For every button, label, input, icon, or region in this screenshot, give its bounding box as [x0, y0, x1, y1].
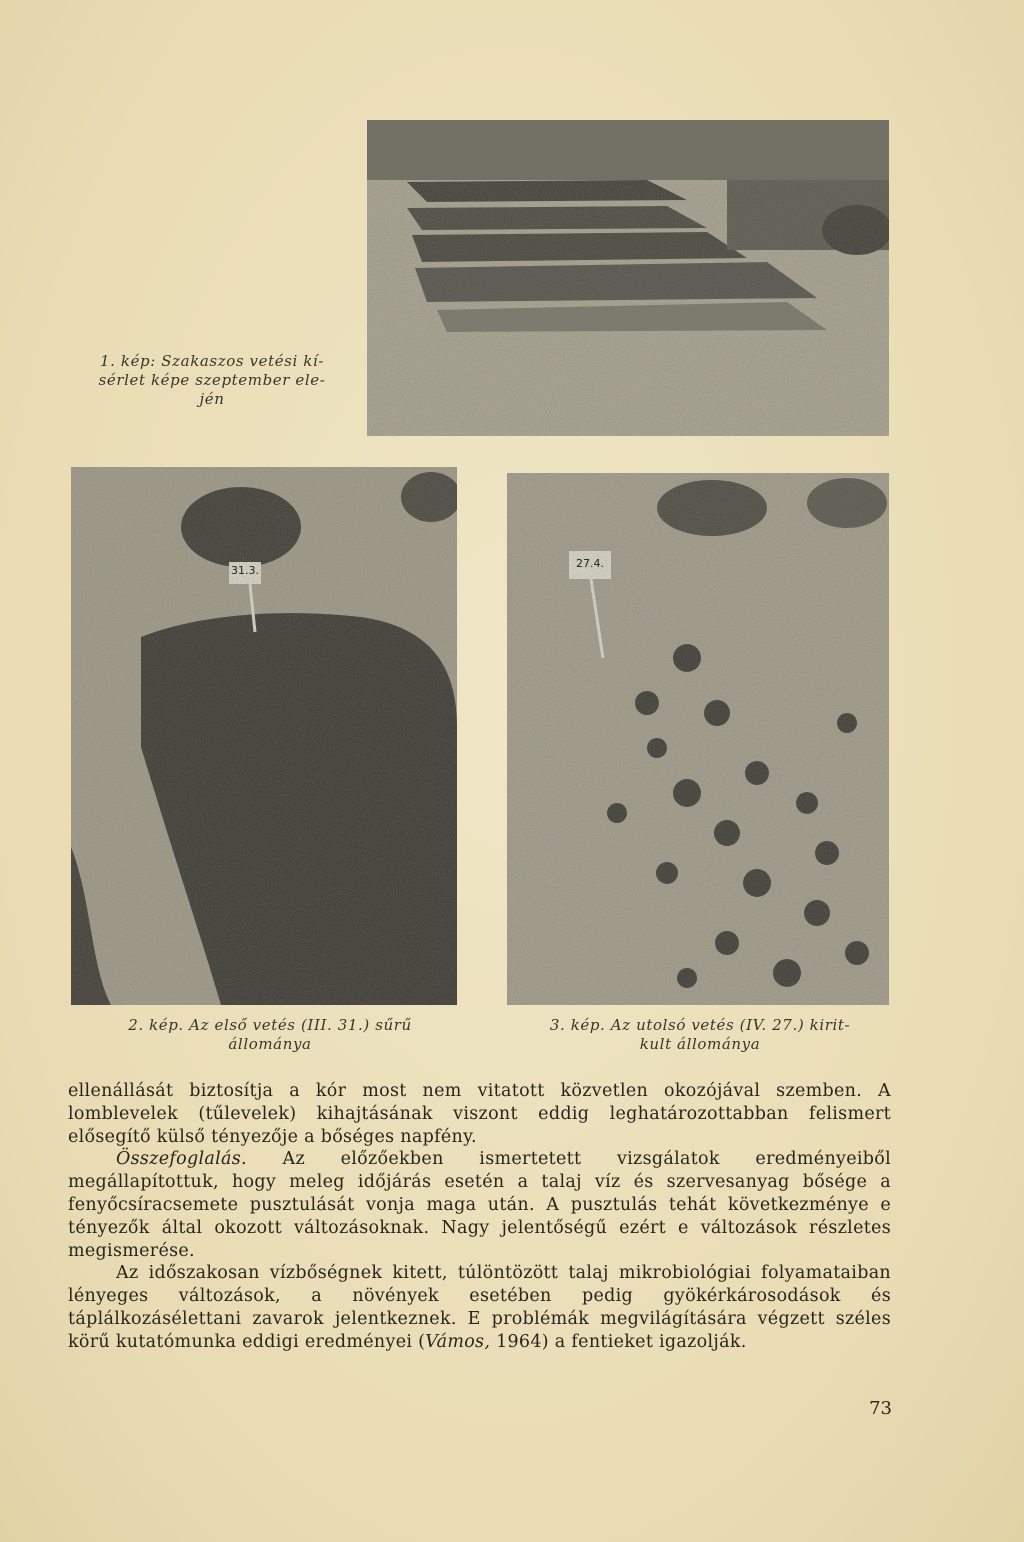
plot-sign-label: 31.3.	[231, 564, 259, 577]
paragraph: ellenállását biztosítja a kór most nem vitatott közvetlen okozójával szemben. A lomblevelek (tűlevelek) kihajtásának viszont eddig leghatározottabban felismert elősegítő külső tényezője a bőséges napfény.	[68, 1081, 891, 1147]
summary-heading: Összefoglalás.	[116, 1149, 247, 1170]
figure-2-photo	[71, 467, 457, 1005]
caption-line: 1. kép: Szakaszos vetési kí-	[100, 352, 324, 370]
caption-line: 2. kép. Az első vetés (III. 31.) sűrű	[128, 1016, 412, 1034]
caption-line: jén	[199, 390, 225, 408]
body-text	[68, 1080, 891, 1354]
citation-author: Vámos,	[425, 1331, 491, 1352]
figure-2-caption	[80, 1016, 460, 1054]
paragraph-summary	[68, 1148, 891, 1262]
summary-text: Az előzőekben ismertetett vizsgálatok eredményeiből megállapítottuk, hogy meleg időjárás esetén a talaj víz és szervesanyag bősége a fenyőcsíracsemete pusztulását vonja maga után. A pusztulás tehát következménye e tényezők által okozott változásoknak. Nagy jelentőségű ezért e változások részletes megismerése.	[68, 1149, 891, 1261]
caption-line: kult állománya	[639, 1035, 761, 1053]
paragraph	[68, 1262, 891, 1353]
figure-3-caption	[510, 1016, 890, 1054]
paragraph-text: Az időszakosan vízbőségnek kitett, túlöntözött talaj mikrobiológiai folyamataiban lényeges változások, a növények esetében pedig gyökérkárosodások és táplálkozásélettani zavarok jelentkeznek. E problémák megvilágítására végzett széles körű kutatómunka eddigi eredményei (	[68, 1263, 891, 1352]
figure-3-photo	[507, 473, 889, 1005]
paragraph-text: 1964) a fentieket igazolják.	[490, 1331, 747, 1352]
figure-1-photo	[367, 120, 889, 436]
plot-sign-label: 27.4.	[576, 557, 604, 570]
caption-line: állománya	[228, 1035, 312, 1053]
caption-line: 3. kép. Az utolsó vetés (IV. 27.) kirit-	[549, 1016, 851, 1034]
page-number: 73	[869, 1398, 892, 1419]
figure-1-caption	[62, 352, 362, 409]
caption-line: sérlet képe szeptember ele-	[98, 371, 326, 389]
